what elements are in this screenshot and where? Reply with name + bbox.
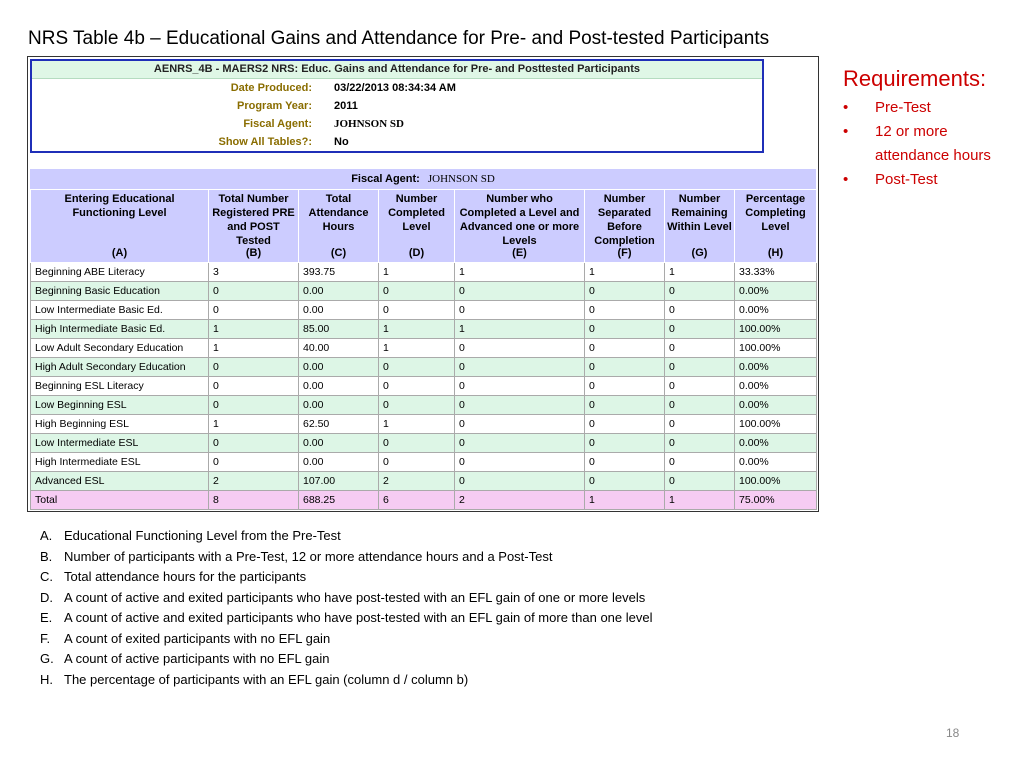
table-cell: High Intermediate ESL bbox=[31, 453, 209, 472]
note-letter: H. bbox=[40, 671, 53, 687]
table-cell: 0 bbox=[585, 282, 665, 301]
table-cell: 0 bbox=[209, 434, 299, 453]
column-header bbox=[665, 190, 735, 263]
requirement-item bbox=[843, 168, 1015, 192]
fiscal-agent-label: Fiscal Agent: bbox=[351, 173, 420, 185]
table-cell: 100.00% bbox=[735, 415, 817, 434]
note-text: Educational Functioning Level from the Pre-Test bbox=[64, 528, 341, 543]
table-cell: 393.75 bbox=[299, 263, 379, 282]
column-header-label: Total Attendance Hours bbox=[308, 193, 369, 233]
table-cell: Beginning ESL Literacy bbox=[31, 377, 209, 396]
table-cell: 0.00% bbox=[735, 396, 817, 415]
table-cell: 40.00 bbox=[299, 339, 379, 358]
column-header-code: (B) bbox=[245, 247, 262, 259]
requirements-list bbox=[843, 96, 1015, 192]
table-cell: 0 bbox=[455, 358, 585, 377]
table-cell: 0.00 bbox=[299, 358, 379, 377]
meta-row-fiscal-agent bbox=[32, 115, 762, 133]
table-cell: 0 bbox=[209, 282, 299, 301]
note-item bbox=[40, 670, 653, 691]
table-cell: Beginning ABE Literacy bbox=[31, 263, 209, 282]
table-cell: 0 bbox=[665, 301, 735, 320]
table-cell: 0 bbox=[209, 453, 299, 472]
note-item bbox=[40, 608, 653, 629]
table-cell: 0 bbox=[455, 415, 585, 434]
table-cell: Low Beginning ESL bbox=[31, 396, 209, 415]
column-header-code: (D) bbox=[408, 247, 425, 259]
table-cell: 8 bbox=[209, 491, 299, 510]
table-cell: Low Adult Secondary Education bbox=[31, 339, 209, 358]
column-header-code: (H) bbox=[767, 247, 784, 259]
note-item bbox=[40, 547, 653, 568]
table-cell: 0.00% bbox=[735, 282, 817, 301]
table-cell: 0 bbox=[209, 377, 299, 396]
table-cell: 0 bbox=[379, 358, 455, 377]
note-item bbox=[40, 649, 653, 670]
meta-label: Show All Tables?: bbox=[218, 136, 312, 148]
table-cell: 0 bbox=[665, 282, 735, 301]
table-cell: 62.50 bbox=[299, 415, 379, 434]
column-header-label: Number Separated Before Completion bbox=[594, 193, 655, 247]
meta-value: 03/22/2013 08:34:34 AM bbox=[334, 82, 456, 94]
table-cell: 0 bbox=[209, 396, 299, 415]
table-cell: Advanced ESL bbox=[31, 472, 209, 491]
table-cell: 1 bbox=[209, 320, 299, 339]
table-header-row bbox=[31, 190, 817, 263]
table-cell: 6 bbox=[379, 491, 455, 510]
table-cell: 2 bbox=[455, 491, 585, 510]
table-cell: 0.00 bbox=[299, 396, 379, 415]
bullet-icon: • bbox=[843, 171, 849, 188]
table-cell: 0 bbox=[379, 301, 455, 320]
requirements-box bbox=[843, 66, 1015, 192]
meta-value: 2011 bbox=[334, 100, 358, 112]
note-letter: F. bbox=[40, 630, 51, 646]
column-header-label: Entering Educational Functioning Level bbox=[64, 193, 175, 219]
table-cell: High Intermediate Basic Ed. bbox=[31, 320, 209, 339]
table-cell: 0.00% bbox=[735, 434, 817, 453]
meta-label: Fiscal Agent: bbox=[243, 118, 312, 130]
table-cell: 0 bbox=[585, 472, 665, 491]
table-cell: 0 bbox=[585, 434, 665, 453]
column-header-code: (A) bbox=[111, 247, 128, 259]
table-row bbox=[31, 339, 817, 358]
table-cell: 0 bbox=[585, 339, 665, 358]
table-cell: 0 bbox=[379, 434, 455, 453]
table-cell: 0 bbox=[455, 453, 585, 472]
meta-row-program-year bbox=[32, 97, 762, 115]
table-row bbox=[31, 396, 817, 415]
note-text: A count of active and exited participants who have post-tested with an EFL gain of more than one level bbox=[64, 610, 653, 625]
gains-table bbox=[30, 189, 817, 510]
column-header bbox=[31, 190, 209, 263]
table-cell: 0.00 bbox=[299, 282, 379, 301]
table-cell: 0 bbox=[665, 320, 735, 339]
meta-row-date-produced bbox=[32, 79, 762, 97]
table-cell: 1 bbox=[665, 263, 735, 282]
table-cell: 0.00 bbox=[299, 453, 379, 472]
meta-value: No bbox=[334, 136, 349, 148]
column-header bbox=[379, 190, 455, 263]
table-row bbox=[31, 434, 817, 453]
table-cell: 0 bbox=[379, 453, 455, 472]
note-item bbox=[40, 526, 653, 547]
table-cell: 0 bbox=[585, 415, 665, 434]
note-text: A count of active and exited participants who have post-tested with an EFL gain of one or more levels bbox=[64, 589, 646, 605]
table-body bbox=[31, 263, 817, 510]
meta-label: Program Year: bbox=[236, 100, 312, 112]
requirement-item bbox=[843, 96, 1015, 120]
bullet-icon: • bbox=[843, 99, 849, 116]
table-row bbox=[31, 263, 817, 282]
table-cell: Low Intermediate Basic Ed. bbox=[31, 301, 209, 320]
table-row bbox=[31, 472, 817, 491]
requirements-title: Requirements: bbox=[843, 66, 987, 91]
note-item bbox=[40, 567, 653, 588]
report-header-box bbox=[30, 59, 764, 153]
table-cell: 100.00% bbox=[735, 339, 817, 358]
table-cell: 0.00% bbox=[735, 301, 817, 320]
table-cell: 85.00 bbox=[299, 320, 379, 339]
table-row bbox=[31, 415, 817, 434]
table-cell: 0 bbox=[585, 320, 665, 339]
table-cell: 1 bbox=[455, 263, 585, 282]
table-total-row bbox=[31, 491, 817, 510]
column-header-code: (F) bbox=[617, 247, 632, 259]
table-cell: 0.00% bbox=[735, 453, 817, 472]
table-cell: 0 bbox=[455, 301, 585, 320]
table-cell: 1 bbox=[379, 339, 455, 358]
table-row bbox=[31, 358, 817, 377]
table-cell: 0 bbox=[455, 434, 585, 453]
bullet-icon: • bbox=[843, 123, 849, 140]
table-cell: 0 bbox=[209, 301, 299, 320]
note-item bbox=[40, 588, 653, 609]
table-cell: 0 bbox=[455, 377, 585, 396]
table-cell: 0 bbox=[665, 377, 735, 396]
table-cell: 0.00 bbox=[299, 301, 379, 320]
column-header bbox=[299, 190, 379, 263]
table-cell: 100.00% bbox=[735, 472, 817, 491]
table-cell: 0 bbox=[585, 358, 665, 377]
table-row bbox=[31, 377, 817, 396]
note-letter: B. bbox=[40, 548, 53, 564]
table-cell: 0 bbox=[585, 453, 665, 472]
table-cell: 2 bbox=[379, 472, 455, 491]
table-cell: 0 bbox=[379, 282, 455, 301]
column-header bbox=[209, 190, 299, 263]
slide-title: NRS Table 4b – Educational Gains and Attendance for Pre- and Post-tested Participants bbox=[28, 28, 770, 49]
note-text: Total attendance hours for the participants bbox=[64, 569, 307, 584]
requirement-text: 12 or more attendance hours bbox=[875, 123, 991, 164]
note-text: The percentage of participants with an EFL gain (column d / column b) bbox=[64, 671, 469, 687]
table-cell: 688.25 bbox=[299, 491, 379, 510]
column-notes bbox=[40, 526, 653, 690]
table-cell: 0 bbox=[665, 339, 735, 358]
table-row bbox=[31, 282, 817, 301]
table-cell: 100.00% bbox=[735, 320, 817, 339]
table-cell: 1 bbox=[665, 491, 735, 510]
table-cell: 0 bbox=[379, 377, 455, 396]
column-header-code: (E) bbox=[512, 247, 527, 259]
table-cell: 33.33% bbox=[735, 263, 817, 282]
table-cell: 0 bbox=[455, 282, 585, 301]
table-cell: 1 bbox=[379, 415, 455, 434]
column-header-code: (G) bbox=[691, 247, 708, 259]
table-cell: 0 bbox=[665, 472, 735, 491]
table-cell: Low Intermediate ESL bbox=[31, 434, 209, 453]
report-panel bbox=[27, 56, 819, 512]
table-cell: 2 bbox=[209, 472, 299, 491]
table-cell: 0 bbox=[665, 396, 735, 415]
fiscal-agent-value: JOHNSON SD bbox=[427, 173, 495, 185]
note-letter: D. bbox=[40, 589, 53, 605]
table-cell: 0 bbox=[455, 396, 585, 415]
column-header-code: (C) bbox=[330, 247, 347, 259]
table-cell: High Adult Secondary Education bbox=[31, 358, 209, 377]
note-letter: G. bbox=[40, 651, 54, 666]
fiscal-agent-bar bbox=[30, 169, 816, 189]
table-cell: 1 bbox=[585, 491, 665, 510]
table-row bbox=[31, 453, 817, 472]
table-cell: 0.00% bbox=[735, 377, 817, 396]
column-header bbox=[585, 190, 665, 263]
table-cell: 1 bbox=[379, 263, 455, 282]
table-cell: 0.00% bbox=[735, 358, 817, 377]
column-header-label: Total Number Registered PRE and POST Tested bbox=[212, 193, 295, 247]
table-cell: 0 bbox=[585, 301, 665, 320]
meta-row-show-all-tables bbox=[32, 133, 762, 151]
note-text: A count of exited participants with no EFL gain bbox=[64, 630, 331, 646]
table-cell: 0 bbox=[665, 434, 735, 453]
note-letter: A. bbox=[40, 528, 53, 543]
table-cell: 0 bbox=[585, 377, 665, 396]
requirement-item bbox=[843, 120, 1015, 168]
table-cell: 0.00 bbox=[299, 434, 379, 453]
column-header bbox=[455, 190, 585, 263]
report-header-title: AENRS_4B - MAERS2 NRS: Educ. Gains and Attendance for Pre- and Posttested Participants bbox=[32, 61, 762, 79]
table-row bbox=[31, 320, 817, 339]
column-header-label: Number Remaining Within Level bbox=[667, 193, 732, 233]
table-row bbox=[31, 301, 817, 320]
table-cell: 107.00 bbox=[299, 472, 379, 491]
meta-value: JOHNSON SD bbox=[334, 118, 404, 130]
requirement-text: Post-Test bbox=[875, 171, 938, 188]
table-cell: High Beginning ESL bbox=[31, 415, 209, 434]
note-text: A count of active participants with no EFL gain bbox=[64, 651, 330, 666]
table-cell: 0 bbox=[665, 358, 735, 377]
table-cell: 1 bbox=[209, 415, 299, 434]
table-cell: 0 bbox=[209, 358, 299, 377]
table-cell: Beginning Basic Education bbox=[31, 282, 209, 301]
requirement-text: Pre-Test bbox=[875, 99, 931, 116]
table-cell: 3 bbox=[209, 263, 299, 282]
table-cell: 1 bbox=[455, 320, 585, 339]
table-cell: 75.00% bbox=[735, 491, 817, 510]
table-cell: 0 bbox=[455, 339, 585, 358]
table-cell: Total bbox=[31, 491, 209, 510]
note-item bbox=[40, 629, 653, 650]
note-letter: E. bbox=[40, 610, 53, 625]
meta-label: Date Produced: bbox=[230, 82, 312, 94]
table-cell: 0 bbox=[585, 396, 665, 415]
table-cell: 0 bbox=[665, 453, 735, 472]
table-cell: 1 bbox=[379, 320, 455, 339]
table-cell: 1 bbox=[209, 339, 299, 358]
column-header-label: Number Completed Level bbox=[388, 193, 445, 233]
table-cell: 0 bbox=[665, 415, 735, 434]
page-number: 18 bbox=[946, 726, 960, 740]
column-header-label: Number who Completed a Level and Advanced one or more Levels bbox=[459, 193, 580, 247]
table-cell: 1 bbox=[585, 263, 665, 282]
table-cell: 0 bbox=[379, 396, 455, 415]
note-text: Number of participants with a Pre-Test, 12 or more attendance hours and a Post-Test bbox=[64, 548, 553, 564]
column-header-label: Percentage Completing Level bbox=[745, 193, 806, 233]
table-cell: 0 bbox=[455, 472, 585, 491]
column-header bbox=[735, 190, 817, 263]
note-letter: C. bbox=[40, 569, 53, 584]
table-cell: 0.00 bbox=[299, 377, 379, 396]
